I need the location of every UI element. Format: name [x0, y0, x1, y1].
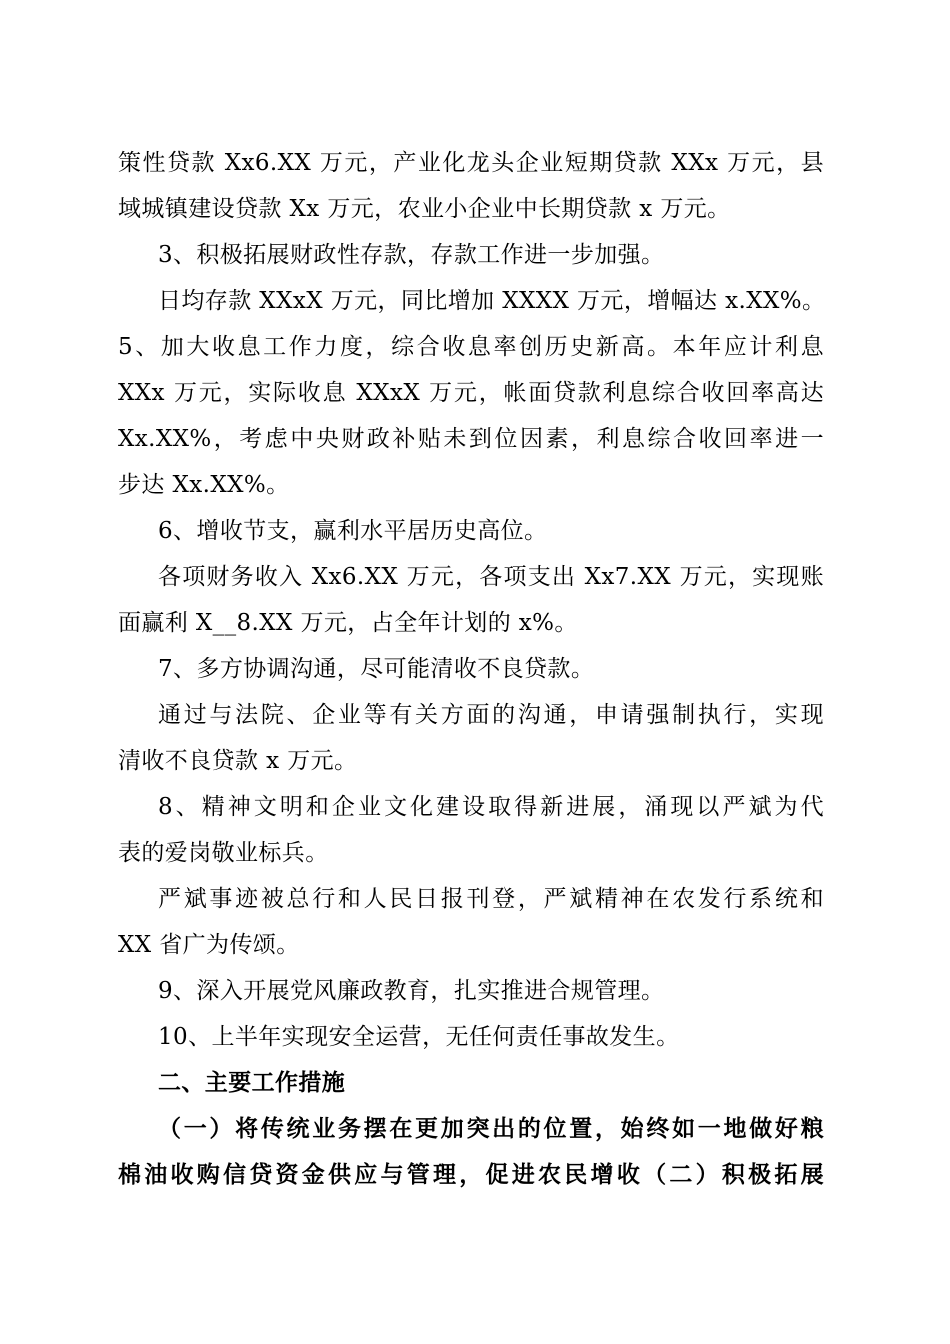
text-line: 7、多方协调沟通，尽可能清收不良贷款。	[158, 656, 595, 682]
text-line: 日均存款 XXxX 万元，同比增加 XXXX 万元，增幅达 x.XX%。	[158, 288, 826, 314]
text-line: 域城镇建设贷款 Xx 万元，农业小企业中长期贷款 x 万元。	[118, 196, 731, 222]
text-line: 策性贷款 Xx6.XX 万元，产业化龙头企业短期贷款 XXx 万元，县	[118, 150, 824, 176]
text-line: XX 省广为传颂。	[118, 932, 300, 958]
text-line: 各项财务收入 Xx6.XX 万元，各项支出 Xx7.XX 万元，实现账	[158, 564, 824, 590]
text-line: 5、加大收息工作力度，综合收息率创历史新高。本年应计利息	[118, 334, 824, 360]
text-line: 表的爱岗敬业标兵。	[118, 840, 329, 866]
text-line: 面赢利 X__8.XX 万元，占全年计划的 x%。	[118, 610, 578, 636]
text-line: XXx 万元，实际收息 XXxX 万元，帐面贷款利息综合收回率高达	[118, 380, 824, 406]
text-line: 严斌事迹被总行和人民日报刊登，严斌精神在农发行系统和	[158, 886, 824, 912]
text-line: 步达 Xx.XX%。	[118, 472, 290, 498]
text-line: （一）将传统业务摆在更加突出的位置，始终如一地做好粮	[158, 1115, 824, 1142]
text-line: 10、上半年实现安全运营，无任何责任事故发生。	[158, 1024, 680, 1050]
section-heading: 二、主要工作措施	[158, 1070, 346, 1096]
text-line: 棉油收购信贷资金供应与管理，促进农民增收（二）积极拓展	[118, 1161, 824, 1188]
text-line: 通过与法院、企业等有关方面的沟通，申请强制执行，实现	[158, 702, 824, 728]
text-line: 清收不良贷款 x 万元。	[118, 748, 358, 774]
text-line: 9、深入开展党风廉政教育，扎实推进合规管理。	[158, 978, 665, 1004]
text-line: 6、增收节支，赢利水平居历史高位。	[158, 518, 548, 544]
text-line: Xx.XX%，考虑中央财政补贴未到位因素，利息综合收回率进一	[118, 426, 824, 452]
text-line: 3、积极拓展财政性存款，存款工作进一步加强。	[158, 242, 665, 268]
text-line: 8、精神文明和企业文化建设取得新进展，涌现以严斌为代	[158, 794, 824, 820]
